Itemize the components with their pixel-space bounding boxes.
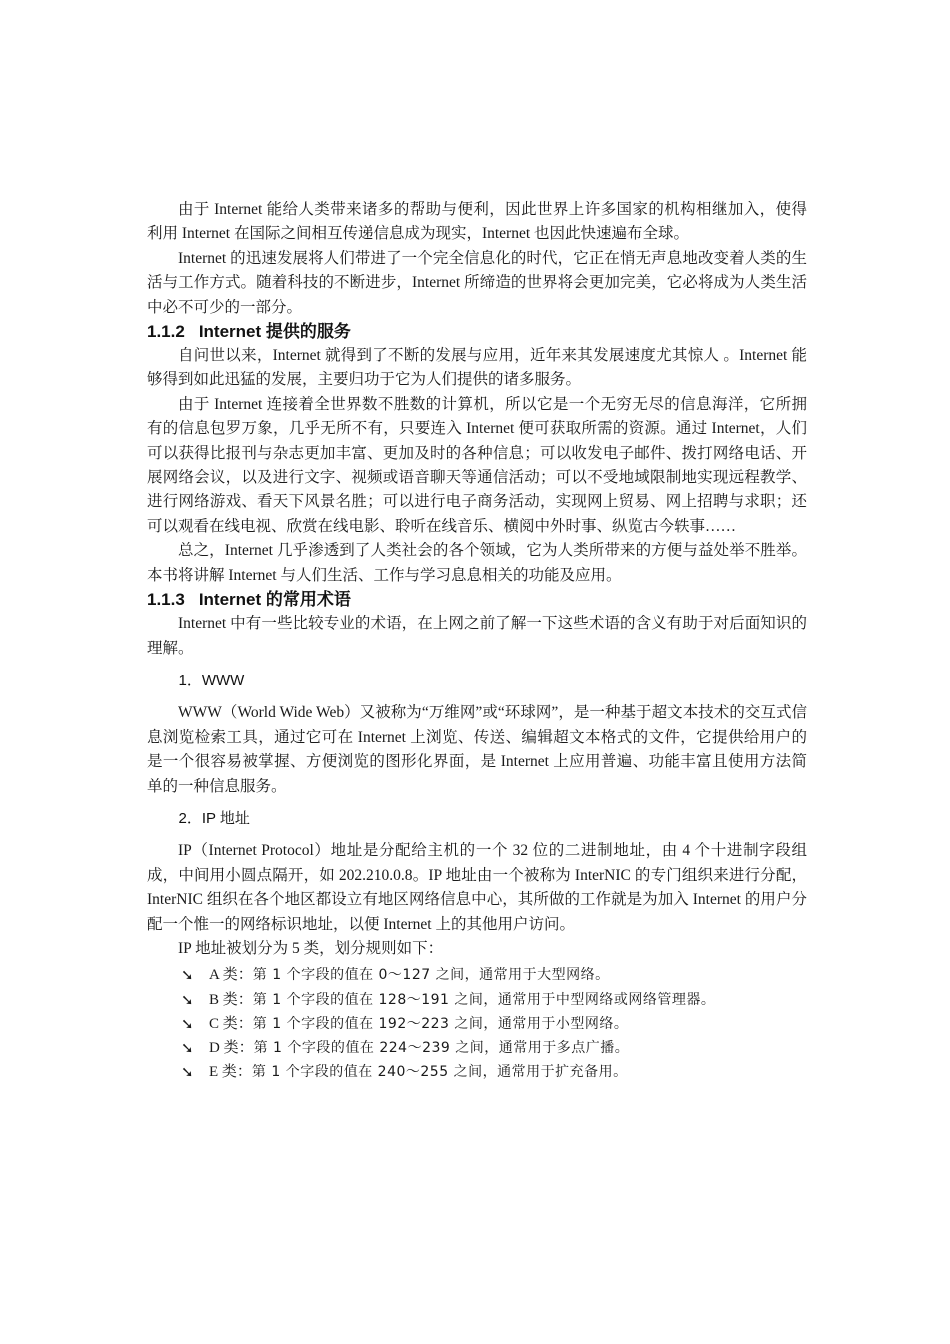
ip-class-list xyxy=(147,963,807,1084)
paragraph-services-1: 自问世以来，Internet 就得到了不断的发展与应用，近年来其发展速度尤其惊人 。Internet 能够得到如此迅猛的发展，主要归功于它为人们提供的诸多服务。 xyxy=(147,347,807,389)
ip-class-desc: 第 1 个字段的值在 224～239 之间，通常用于多点广播。 xyxy=(253,1039,630,1056)
section-heading-1-1-2 xyxy=(147,320,807,344)
paragraph-www: WWW（World Wide Web）又被称为“万维网”或“环球网”，是一种基于超文本技术的交互式信息浏览检索工具，通过它可在 Internet 上浏览、传送、编辑超文本格式的文件，它提供给用户的是一个很容易被掌握、方便浏览的图形化界面，是 Internet 上应用普遍、功能丰富且使用方法简单的一种信息服务。 xyxy=(147,704,807,795)
subheading-www: 1．WWW xyxy=(178,671,245,689)
section-title: Internet 的常用术语 xyxy=(198,590,351,610)
arrow-bullet-icon: ➘ xyxy=(181,1063,194,1082)
ip-class-name: D 类： xyxy=(209,1039,254,1056)
ip-class-desc: 第 1 个字段的值在 128～191 之间，通常用于中型网络或网络管理器。 xyxy=(252,991,716,1008)
document-page xyxy=(147,198,807,1084)
paragraph-terms-intro: Internet 中有一些比较专业的术语，在上网之前了解一下这些术语的含义有助于对后面知识的理解。 xyxy=(147,615,807,657)
ip-class-desc: 第 1 个字段的值在 0～127 之间，通常用于大型网络。 xyxy=(252,967,610,984)
arrow-bullet-icon: ➘ xyxy=(181,1014,194,1033)
ip-class-desc: 第 1 个字段的值在 240～255 之间，通常用于扩充备用。 xyxy=(251,1064,628,1081)
paragraph-intro-2: Internet 的迅速发展将人们带进了一个完全信息化的时代，它正在悄无声息地改变着人类的生活与工作方式。随着科技的不断进步，Internet 所缔造的世界将会更加完美，它必将成为人类生活中必不可少的一部分。 xyxy=(147,249,807,316)
list-item xyxy=(147,1060,807,1084)
subheading-ip-address: 2．IP 地址 xyxy=(178,809,250,827)
arrow-bullet-icon: ➘ xyxy=(181,1038,194,1057)
paragraph-ip-classes-intro: IP 地址被划分为 5 类，划分规则如下： xyxy=(178,939,444,957)
section-heading-1-1-3 xyxy=(147,588,807,612)
ip-class-name: E 类： xyxy=(209,1064,252,1081)
ip-class-name: C 类： xyxy=(209,1015,253,1032)
list-item xyxy=(147,988,807,1012)
ip-class-name: A 类： xyxy=(209,967,253,984)
arrow-bullet-icon: ➘ xyxy=(181,966,194,985)
list-item xyxy=(147,963,807,987)
paragraph-services-2: 由于 Internet 连接着全世界数不胜数的计算机，所以它是一个无穷无尽的信息海洋，它所拥有的信息包罗万象，几乎无所不有，只要连入 Internet 便可获取所需的资源。通过 Internet，人们可以获得比报刊与杂志更加丰富、更加及时的各种信息；可以收发电子邮件、拨打网络电话、开展网络会议，以及进行文字、视频或语音聊天等通信活动；可以不受地域限制地实现远程教学、进行网络游戏、看天下风景名胜；可以进行电子商务活动，实现网上贸易、网上招聘与求职；还可以观看在线电视、欣赏在线电影、聆听在线音乐、横阅中外时事、纵览古今轶事…… xyxy=(147,395,807,535)
section-number: 1.1.3 xyxy=(147,590,185,610)
section-title: Internet 提供的服务 xyxy=(198,322,351,342)
paragraph-ip-address: IP（Internet Protocol）地址是分配给主机的一个 32 位的二进制地址，由 4 个十进制字段组成，中间用小圆点隔开，如 202.210.0.8。IP 地址由一个被称为 InterNIC 的专门组织来进行分配，InterNIC 组织在各个地区都设立有地区网络信息中心，其所做的工作就是为加入 Internet 的用户分配一个惟一的网络标识地址，以便 Internet 上的其他用户访问。 xyxy=(147,842,807,933)
paragraph-intro-1: 由于 Internet 能给人类带来诸多的帮助与便利，因此世界上许多国家的机构相继加入，使得利用 Internet 在国际之间相互传递信息成为现实，Internet 也因此快速遍布全球。 xyxy=(147,201,807,243)
section-number: 1.1.2 xyxy=(147,322,185,342)
list-item xyxy=(147,1012,807,1036)
arrow-bullet-icon: ➘ xyxy=(181,990,194,1009)
ip-class-desc: 第 1 个字段的值在 192～223 之间，通常用于小型网络。 xyxy=(252,1015,629,1032)
list-item xyxy=(147,1036,807,1060)
ip-class-name: B 类： xyxy=(209,991,253,1008)
paragraph-services-3: 总之，Internet 几乎渗透到了人类社会的各个领域，它为人类所带来的方便与益处举不胜举。本书将讲解 Internet 与人们生活、工作与学习息息相关的功能及应用。 xyxy=(147,542,807,584)
